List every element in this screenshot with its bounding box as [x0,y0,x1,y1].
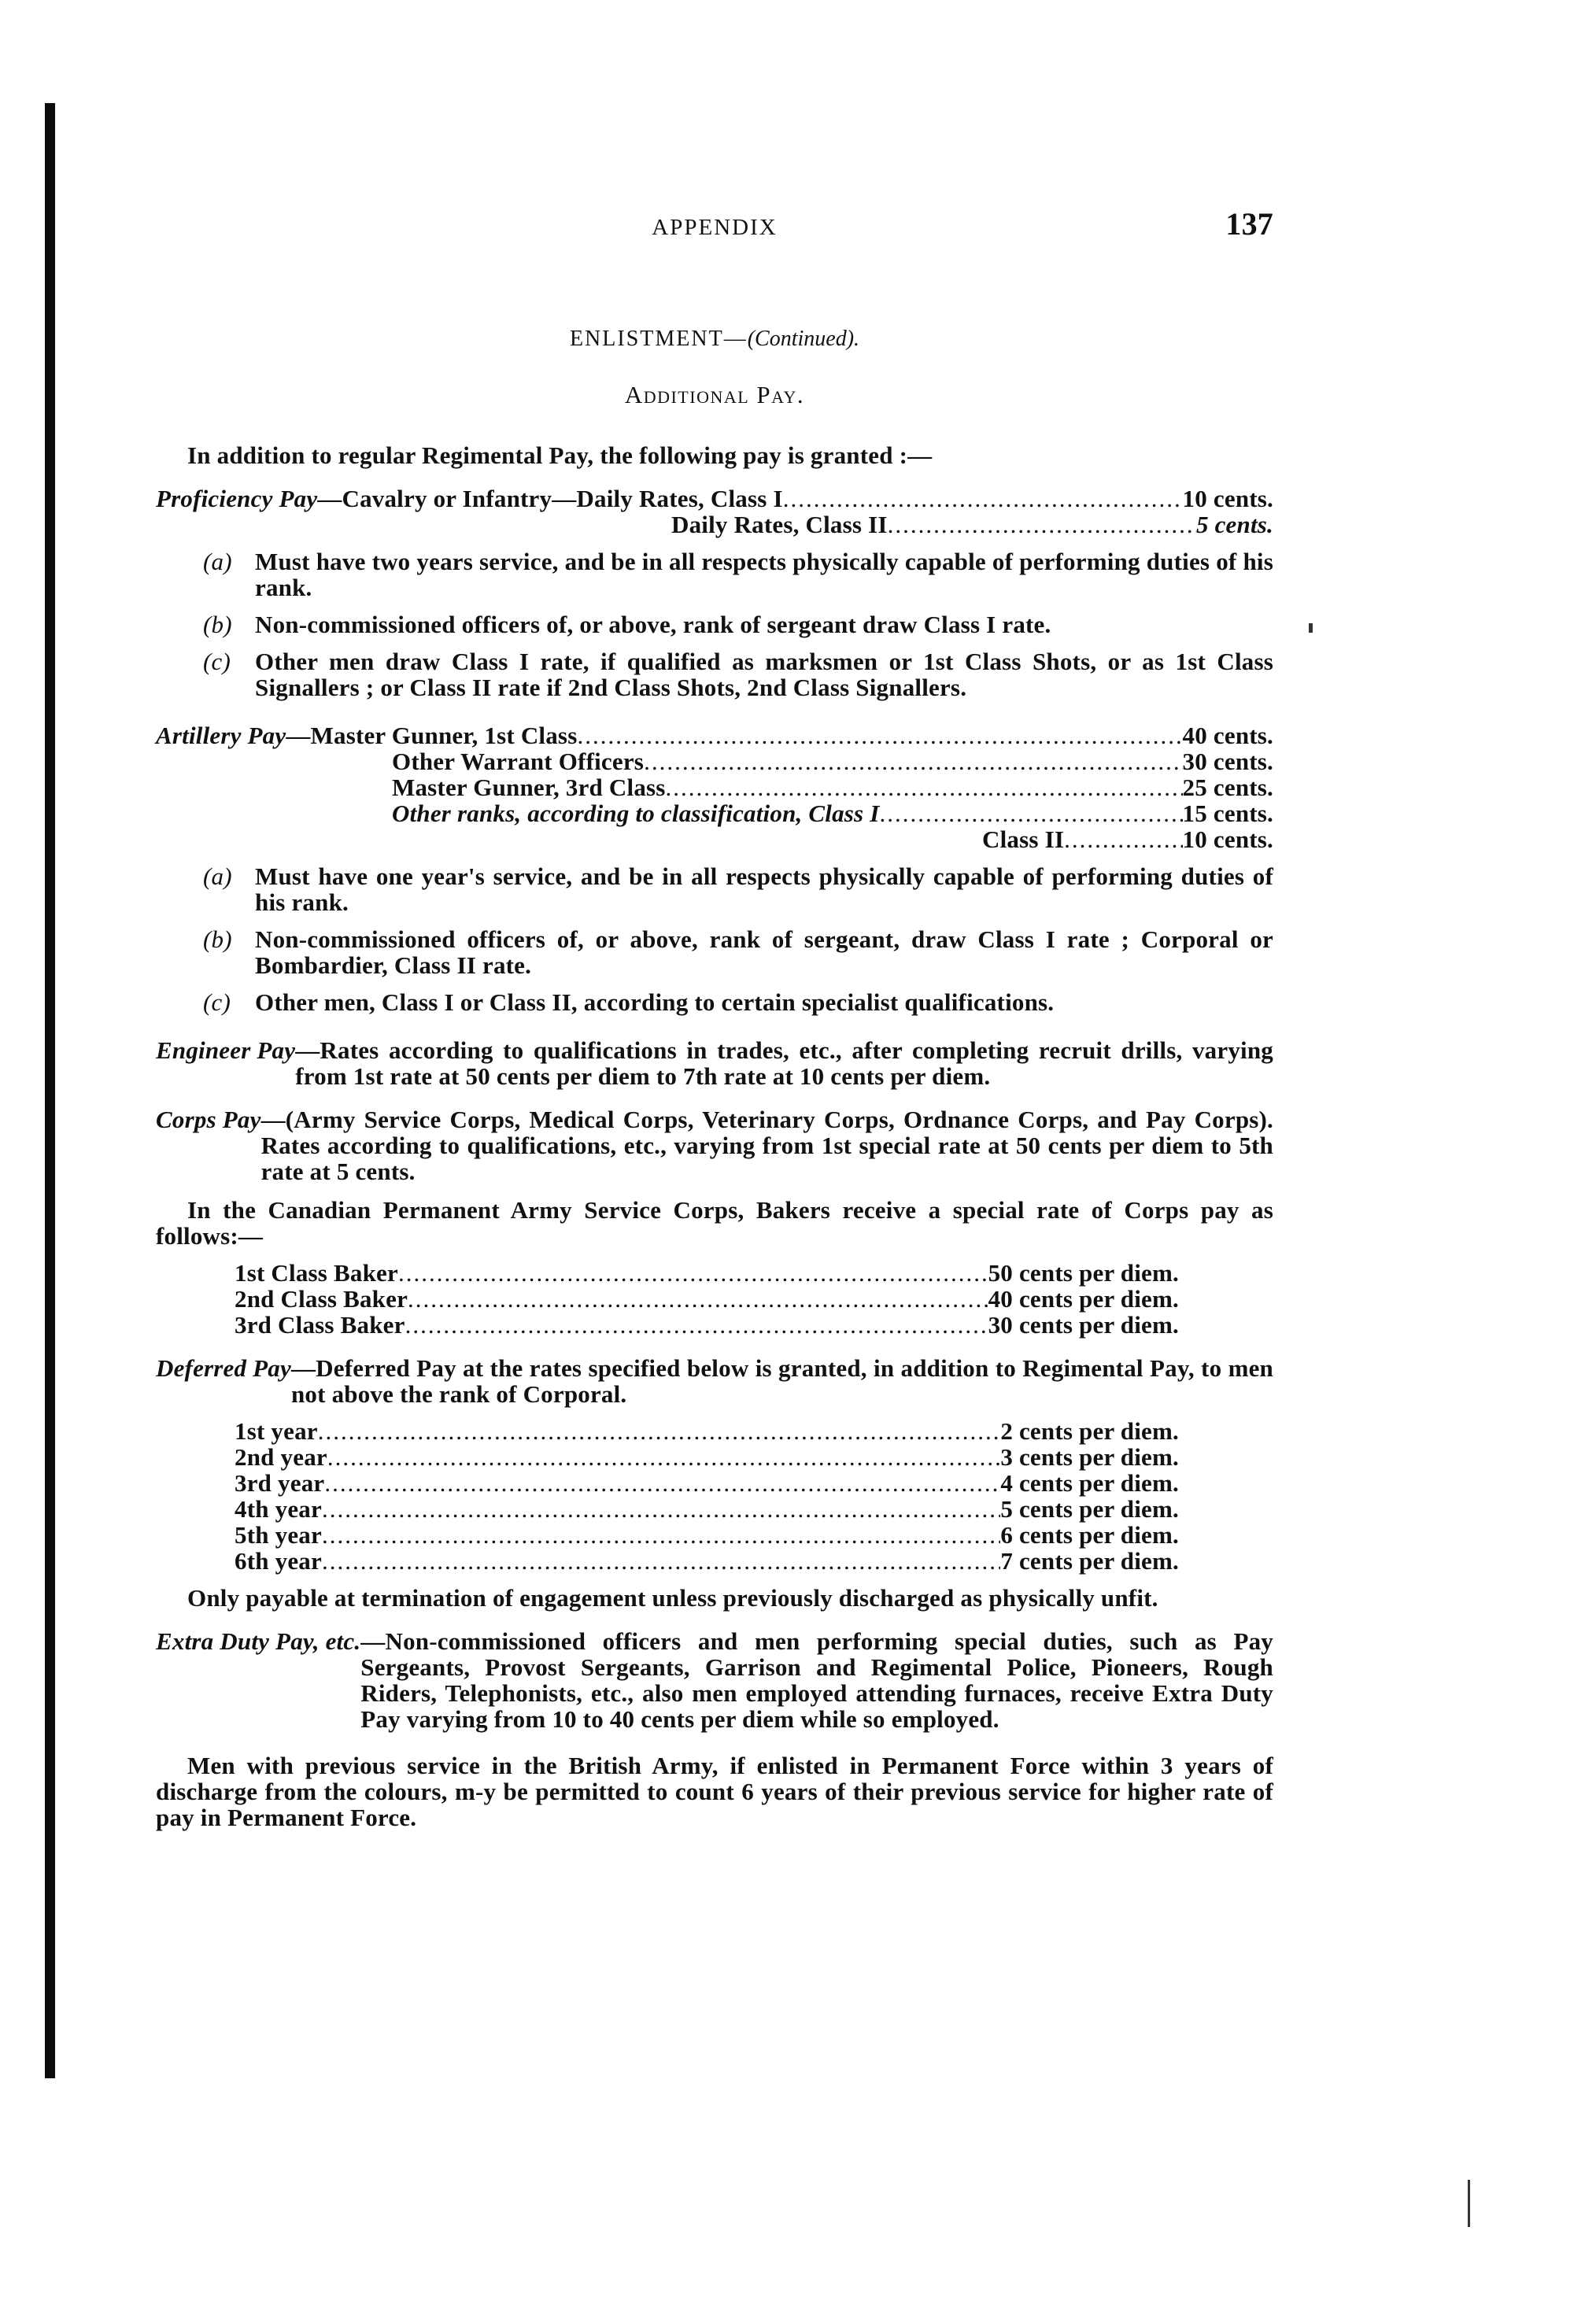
condition-letter: (c) [203,648,231,675]
deferred-year-rate [235,1444,1179,1470]
deferred-year-rate [235,1496,1179,1522]
dot-leader [322,1522,1000,1548]
rate-label: 6th year [235,1547,322,1575]
rate-label: 1st year [235,1417,318,1445]
condition-item [203,611,1273,637]
artillery-lead: — [286,722,311,749]
deferred-note: Only payable at termination of engagement unless previously discharged as physically unfit. [187,1584,1158,1612]
rate-amount: 7 cents per diem. [1000,1547,1179,1575]
rate-amount: 40 cents. [1182,722,1273,749]
condition-letter: (c) [203,988,231,1016]
rate-label: 2nd year [235,1443,327,1471]
condition-text: Other men draw Class I rate, if qualified as marksmen or 1st Class Shots, or as 1st Class Signallers ; or Class II rate if 2nd Class Shots, 2nd Class Signallers. [255,648,1273,701]
deferred-year-rate [235,1418,1179,1444]
page-header [156,206,1273,242]
rate-label: Master Gunner, 1st Class [310,722,578,749]
subheading: Additional Pay. [624,381,805,408]
proficiency-lead: —Cavalry or Infantry— [317,485,577,512]
extra-duty-pay-entry [156,1628,1273,1732]
page-number: 137 [1225,206,1273,242]
rate-label: Other ranks, according to classification, Class I [392,800,880,827]
dot-leader [318,1418,1001,1444]
rate-amount: 10 cents. [1182,485,1273,512]
dot-leader [644,748,1182,774]
rate-amount: 40 cents per diem. [988,1285,1179,1313]
proficiency-rate-1 [156,486,1273,512]
closing-paragraph: Men with previous service in the British Army, if enlisted in Permanent Force within 3 years of discharge from the colours, m-y be permitted to count 6 years of their previous service for higher rate of pay in Permanent Force. [156,1752,1273,1831]
corps-pay-text: —(Army Service Corps, Medical Corps, Veterinary Corps, Ordnance Corps, and Pay Corps). Rates according to qualifications, etc., varying from 1st special rate at 50 cents per diem to 5th rate at 5 cents. [260,1106,1273,1185]
dot-leader [327,1444,1000,1470]
rate-label: Class II [982,825,1065,853]
section-title [156,326,1273,352]
dot-leader [324,1470,1000,1496]
baker-rate [235,1286,1179,1312]
dot-leader [577,722,1182,748]
artillery-pay-section [156,722,1273,1015]
rate-amount: 5 cents. [1195,511,1273,538]
dot-leader [666,774,1183,800]
corps-pay-label: Corps Pay [156,1106,261,1133]
rate-label: 4th year [235,1495,322,1523]
running-head: APPENDIX [652,215,778,240]
deferred-year-rate [235,1548,1179,1574]
engineer-pay-text: —Rates according to qualifications in trades, etc., after completing recruit drills, varying from 1st rate at 50 cents per diem to 7th rate at 10 cents per diem. [295,1036,1273,1090]
rate-label: 2nd Class Baker [235,1285,408,1313]
rate-amount: 25 cents. [1182,774,1273,801]
condition-letter: (a) [203,862,232,890]
edge-mark [1309,623,1313,633]
dot-leader [398,1260,988,1286]
engineer-pay-label: Engineer Pay [156,1036,296,1064]
condition-letter: (b) [203,611,232,638]
baker-rate [235,1312,1179,1338]
proficiency-pay-label: Proficiency Pay [156,485,318,512]
condition-text: Must have two years service, and be in all respects physically capable of performing duties of his rank. [255,548,1273,601]
artillery-pay-label: Artillery Pay [156,722,286,749]
dot-leader [888,512,1196,537]
deferred-years [235,1418,1179,1574]
artillery-rate [156,826,1273,852]
intro-paragraph: In addition to regular Regimental Pay, the following pay is granted :— [187,441,933,469]
baker-rate [235,1260,1179,1286]
dot-leader [408,1286,988,1312]
dot-leader [405,1312,988,1338]
dot-leader [783,486,1183,512]
section-title-main: ENLISTMENT— [569,327,748,351]
proficiency-rate-2 [156,512,1273,537]
rate-amount: 3 cents per diem. [1000,1443,1179,1471]
book-page [156,206,1273,1848]
canadian-note: In the Canadian Permanent Army Service Corps, Bakers receive a special rate of Corps pay as follows:— [156,1196,1273,1250]
condition-item [203,926,1273,978]
condition-text: Other men, Class I or Class II, according to certain specialist qualifications. [255,988,1055,1016]
bakers-rates [235,1260,1179,1338]
binding-edge-rule [45,103,55,2078]
rate-label: Daily Rates, Class I [576,485,783,512]
rate-label: 1st Class Baker [235,1259,398,1287]
deferred-pay-label: Deferred Pay [156,1354,291,1382]
dot-leader [322,1496,1000,1522]
rate-amount: 2 cents per diem. [1000,1417,1179,1445]
deferred-pay-text: —Deferred Pay at the rates specified below is granted, in addition to Regimental Pay, to men not above the rank of Corporal. [290,1354,1273,1408]
extra-duty-pay-label: Extra Duty Pay, etc. [156,1627,361,1655]
rate-label: 3rd Class Baker [235,1311,405,1339]
artillery-rate [156,748,1273,774]
condition-item [203,863,1273,915]
rate-amount: 30 cents per diem. [988,1311,1179,1339]
artillery-rate [156,800,1273,826]
rate-amount: 30 cents. [1182,748,1273,775]
rate-amount: 5 cents per diem. [1000,1495,1179,1523]
condition-text: Non-commissioned officers of, or above, rank of sergeant draw Class I rate. [255,611,1051,638]
condition-item [203,648,1273,700]
deferred-year-rate [235,1522,1179,1548]
condition-letter: (a) [203,548,232,575]
rate-label: Master Gunner, 3rd Class [392,774,666,801]
engineer-pay-entry [156,1037,1273,1089]
rate-amount: 50 cents per diem. [988,1259,1179,1287]
rate-label: 5th year [235,1521,322,1549]
rate-label: Other Warrant Officers [392,748,645,775]
rate-amount: 15 cents. [1182,800,1273,827]
rate-label: 3rd year [235,1469,325,1497]
artillery-rate [156,722,1273,748]
rate-amount: 10 cents. [1182,825,1273,853]
condition-text: Non-commissioned officers of, or above, rank of sergeant, draw Class I rate ; Corporal or Bombardier, Class II rate. [255,925,1273,979]
edge-mark [1468,2180,1470,2227]
artillery-rate [156,774,1273,800]
proficiency-pay-section [156,486,1273,700]
condition-item [203,989,1273,1015]
condition-text: Must have one year's service, and be in all respects physically capable of performing duties of his rank. [255,862,1273,916]
extra-duty-pay-text: —Non-commissioned officers and men performing special duties, such as Pay Sergeants, Provost Sergeants, Garrison and Regimental Police, Pioneers, Rough Riders, Telephonists, etc., also men employed attending furnaces, receive Extra Duty Pay varying from 10 to 40 cents per diem while so employed. [360,1627,1273,1733]
dot-leader [880,800,1183,826]
corps-pay-entry [156,1106,1273,1184]
condition-letter: (b) [203,925,232,953]
section-title-continued: (Continued). [747,327,860,351]
rate-amount: 6 cents per diem. [1000,1521,1179,1549]
deferred-pay-entry [156,1355,1273,1407]
deferred-year-rate [235,1470,1179,1496]
rate-amount: 4 cents per diem. [1000,1469,1179,1497]
rate-label: Daily Rates, Class II [671,511,888,538]
dot-leader [322,1548,1000,1574]
condition-item [203,548,1273,600]
dot-leader [1064,826,1182,852]
